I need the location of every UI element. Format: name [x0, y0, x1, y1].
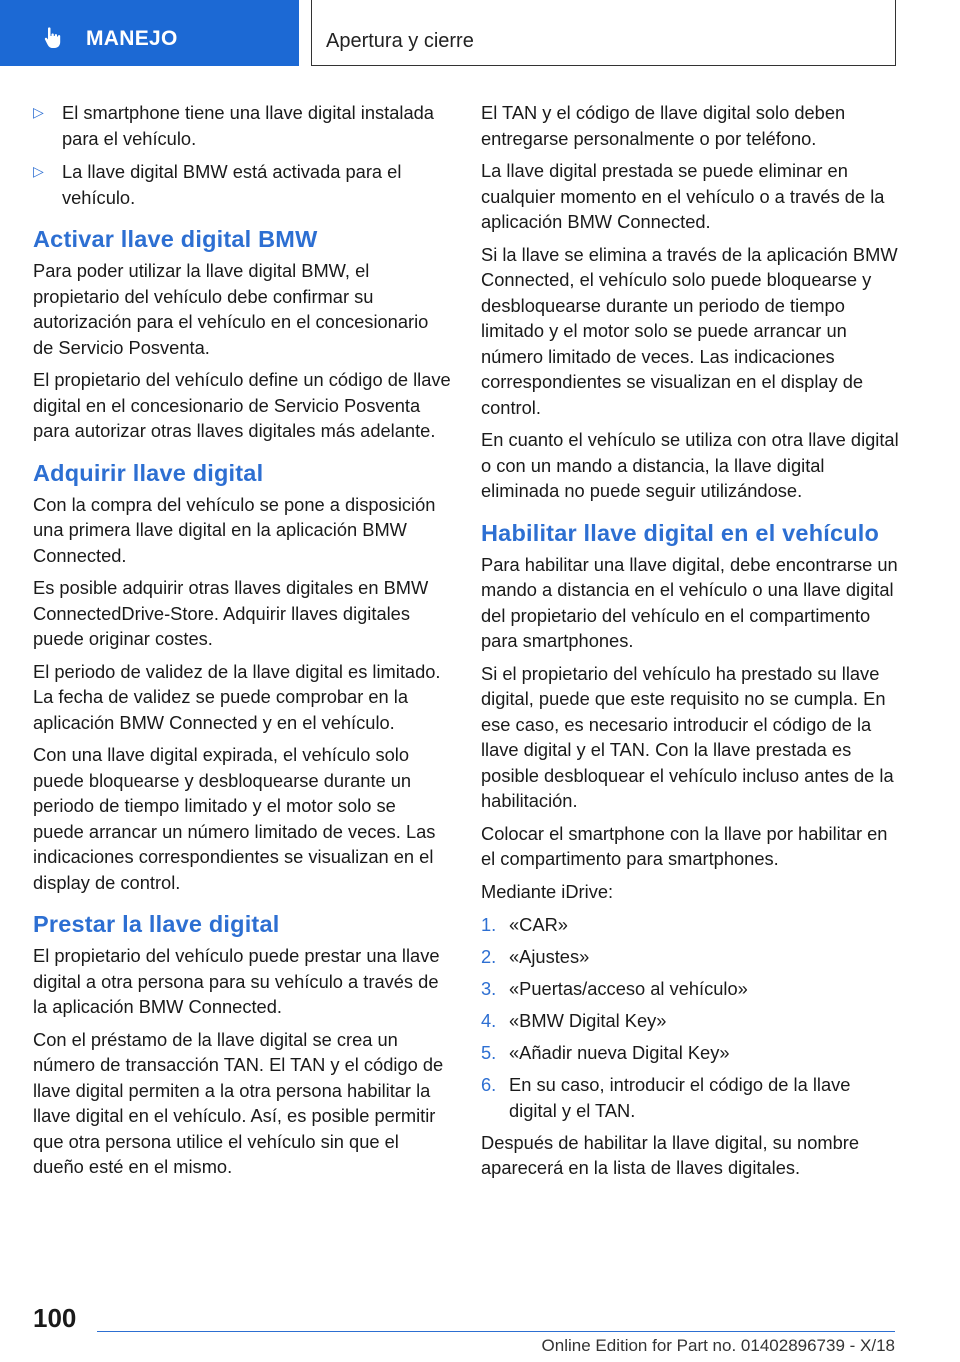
heading-adquirir: Adquirir llave digital	[33, 459, 264, 486]
paragraph: Es posible adquirir otras llaves digitales en BMW ConnectedDrive-Store. Adquirir llaves digitales puede originar costes.	[33, 577, 429, 649]
paragraph: Con el préstamo de la llave digital se crea un número de transacción TAN. El TAN y el código de llave digital permiten a la otra persona habilitar la llave digital en el vehículo. Así, es posible permitir que otra persona utilice el vehículo sin que el dueño esté en el mismo.	[33, 1028, 444, 1177]
hand-pointer-icon	[44, 25, 64, 49]
paragraph: Si el propietario del vehículo ha prestado su llave digital, puede que este requisito no se cumpla. En ese caso, es necesario introducir el código de la llave digital y el TAN. Con la llave prestada es posible desbloquear el vehículo incluso antes de la habilitación.	[481, 662, 894, 811]
paragraph: Con una llave digital expirada, el vehículo solo puede bloquearse y desbloquearse durante un periodo de tiempo limitado y el motor solo se puede arrancar un número limitado de veces. Las indicaciones correspondientes se visualizan en el display de control.	[33, 744, 436, 893]
list-item: ▷ El smartphone tiene una llave digital instalada para el vehículo.	[33, 102, 434, 149]
page-number: 100	[33, 1303, 77, 1333]
footer-divider	[97, 1331, 895, 1332]
paragraph: Mediante iDrive:	[481, 880, 614, 902]
idrive-steps-list	[481, 912, 899, 1123]
heading-activar: Activar llave digital BMW	[33, 226, 318, 252]
paragraph: Si la llave se elimina a través de la aplicación BMW Connected, el vehículo solo puede bloquearse y desbloquearse durante un periodo de tiempo limitado y el motor solo se puede arrancar un número limitado de veces. Las indicaciones correspondientes se visualizan en el display de control.	[481, 243, 898, 418]
edition-text: Online Edition for Part no. 01402896739 - X/18	[541, 1336, 895, 1355]
section-tab	[311, 0, 896, 66]
chapter-tab	[0, 0, 299, 66]
requirements-list	[33, 100, 451, 210]
list-item: 1. «CAR»	[481, 912, 899, 938]
page-header	[0, 0, 960, 66]
list-item: 6. En su caso, introducir el código de la llave digital y el TAN.	[481, 1074, 851, 1121]
section-label: Apertura y cierre	[326, 30, 474, 52]
step-number: 1.	[481, 914, 497, 935]
heading-habilitar: Habilitar llave digital en el vehículo	[481, 519, 880, 546]
left-column	[33, 100, 451, 1187]
list-item: 2. «Ajustes»	[481, 944, 899, 970]
paragraph: Colocar el smartphone con la llave por habilitar en el compartimento para smartphones.	[481, 822, 888, 869]
paragraph: En cuanto el vehículo se utiliza con otra llave digital o con un mando a distancia, la llave digital eliminada no puede seguir utilizándose.	[481, 429, 899, 501]
paragraph: La llave digital prestada se puede eliminar en cualquier momento en el vehículo o a través de la aplicación BMW Connected.	[481, 160, 885, 232]
paragraph: El TAN y el código de llave digital solo deben entregarse personalmente o por teléfono.	[481, 102, 846, 149]
triangle-bullet-icon: ▷	[33, 163, 44, 179]
heading-prestar: Prestar la llave digital	[33, 911, 280, 937]
paragraph: Después de habilitar la llave digital, su nombre aparecerá en la lista de llaves digitales.	[481, 1131, 860, 1178]
right-column	[481, 100, 899, 1188]
triangle-bullet-icon: ▷	[33, 104, 44, 120]
list-item: ▷ La llave digital BMW está activada para el vehículo.	[33, 161, 402, 208]
paragraph: El propietario del vehículo puede prestar una llave digital a otra persona para su vehículo a través de la aplicación BMW Connected.	[33, 945, 440, 1017]
step-number: 4.	[481, 1010, 497, 1031]
step-number: 6.	[481, 1074, 497, 1095]
list-item: 3. «Puertas/acceso al vehículo»	[481, 976, 899, 1002]
list-item: 4. «BMW Digital Key»	[481, 1008, 899, 1034]
step-number: 2.	[481, 946, 497, 967]
step-number: 5.	[481, 1042, 497, 1063]
paragraph: Para habilitar una llave digital, debe encontrarse un mando a distancia en el vehículo o una llave digital del propietario del vehículo en el compartimento para smartphones.	[481, 553, 898, 651]
step-number: 3.	[481, 978, 497, 999]
paragraph: El propietario del vehículo define un código de llave digital en el concesionario de Servicio Posventa para autorizar otras llaves digitales más adelante.	[33, 369, 451, 441]
paragraph: Con la compra del vehículo se pone a disposición una primera llave digital en la aplicación BMW Connected.	[33, 493, 436, 566]
paragraph: Para poder utilizar la llave digital BMW, el propietario del vehículo debe confirmar su autorización para el vehículo en el concesionario de Servicio Posventa.	[33, 260, 429, 358]
list-item: 5. «Añadir nueva Digital Key»	[481, 1040, 899, 1066]
chapter-label: MANEJO	[86, 27, 178, 50]
paragraph: El periodo de validez de la llave digital es limitado. La fecha de validez se puede comprobar en la aplicación BMW Connected y en el vehículo.	[33, 660, 441, 733]
